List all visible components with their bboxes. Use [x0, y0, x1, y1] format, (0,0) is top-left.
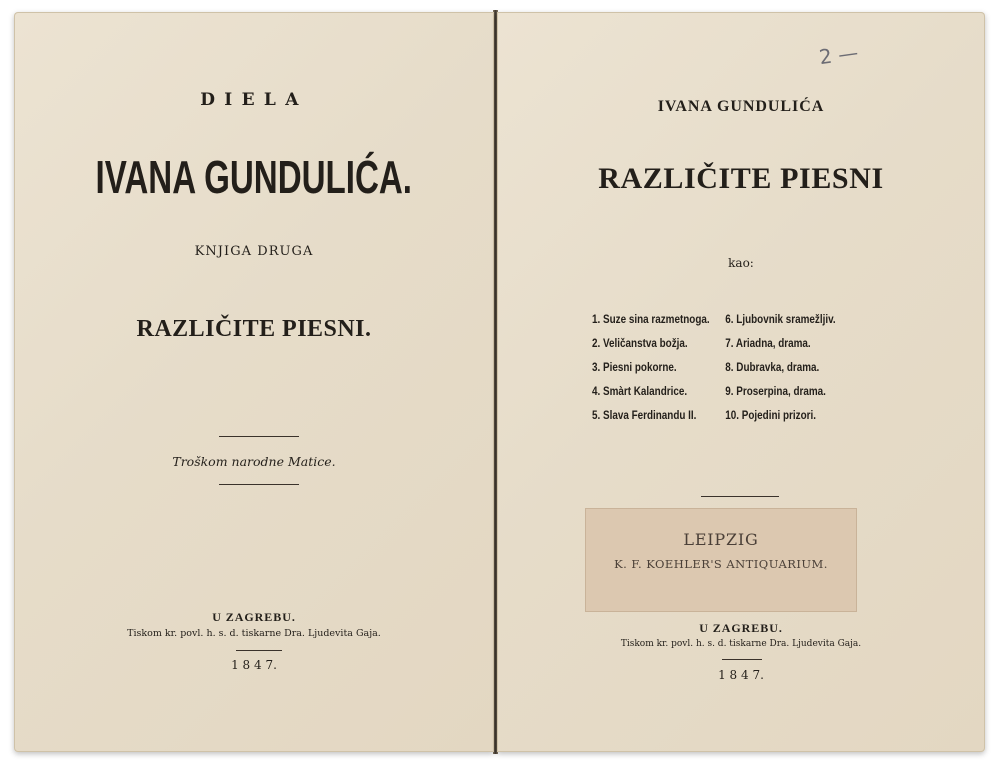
list-item: 3. Piesni pokorne.	[592, 362, 677, 374]
right-page	[497, 12, 985, 752]
publisher-note: Troškom narodne Matice.	[172, 454, 336, 469]
divider	[236, 650, 282, 651]
list-item: 4. Smàrt Kalandrice.	[592, 386, 688, 398]
imprint-printer: Tiskom kr. povl. h. s. d. tiskarne Dra. Ljudevita Gaja.	[620, 639, 862, 649]
list-item: 6. Ljubovnik sramežljiv.	[725, 314, 836, 326]
author-heading: IVANA GUNDULIĆA	[657, 98, 825, 115]
imprint-place: U ZAGREBU.	[699, 621, 783, 635]
imprint-printer: Tiskom kr. povl. h. s. d. tiskarne Dra. Ljudevita Gaja.	[127, 628, 381, 639]
imprint-year: 1 8 4 7.	[718, 668, 764, 682]
left-page	[14, 12, 494, 752]
divider	[219, 484, 299, 485]
divider	[219, 436, 299, 437]
stamp-dealer: K. F. KOEHLER'S ANTIQUARIUM.	[614, 557, 828, 571]
series-title: DIELA	[200, 90, 308, 110]
list-item: 1. Suze sina razmetnoga.	[592, 314, 710, 326]
list-item: 9. Proserpina, drama.	[725, 386, 826, 398]
divider	[701, 496, 779, 497]
contents-intro: kao:	[728, 256, 754, 270]
handwritten-note: 2 —	[817, 40, 860, 70]
list-item: 8. Dubravka, drama.	[725, 362, 820, 374]
list-item: 7. Ariadna, drama.	[725, 338, 811, 350]
volume-label: KNJIGA DRUGA	[194, 244, 314, 259]
antiquarian-label	[585, 508, 857, 612]
imprint-place: U ZAGREBU.	[212, 610, 296, 624]
book-title: RAZLIČITE PIESNI.	[136, 316, 372, 342]
author-title: IVANA GUNDULIĆA.	[95, 151, 413, 203]
stamp-city: LEIPZIG	[683, 530, 759, 549]
contents-list	[592, 314, 854, 422]
imprint-year: 1 8 4 7.	[231, 658, 277, 672]
list-item: 5. Slava Ferdinandu II.	[592, 410, 697, 422]
list-item: 2. Veličanstva božja.	[592, 338, 688, 350]
book-title: RAZLIČITE PIESNI	[598, 162, 884, 195]
divider	[722, 659, 762, 660]
list-item: 10. Pojedini prizori.	[725, 410, 816, 422]
